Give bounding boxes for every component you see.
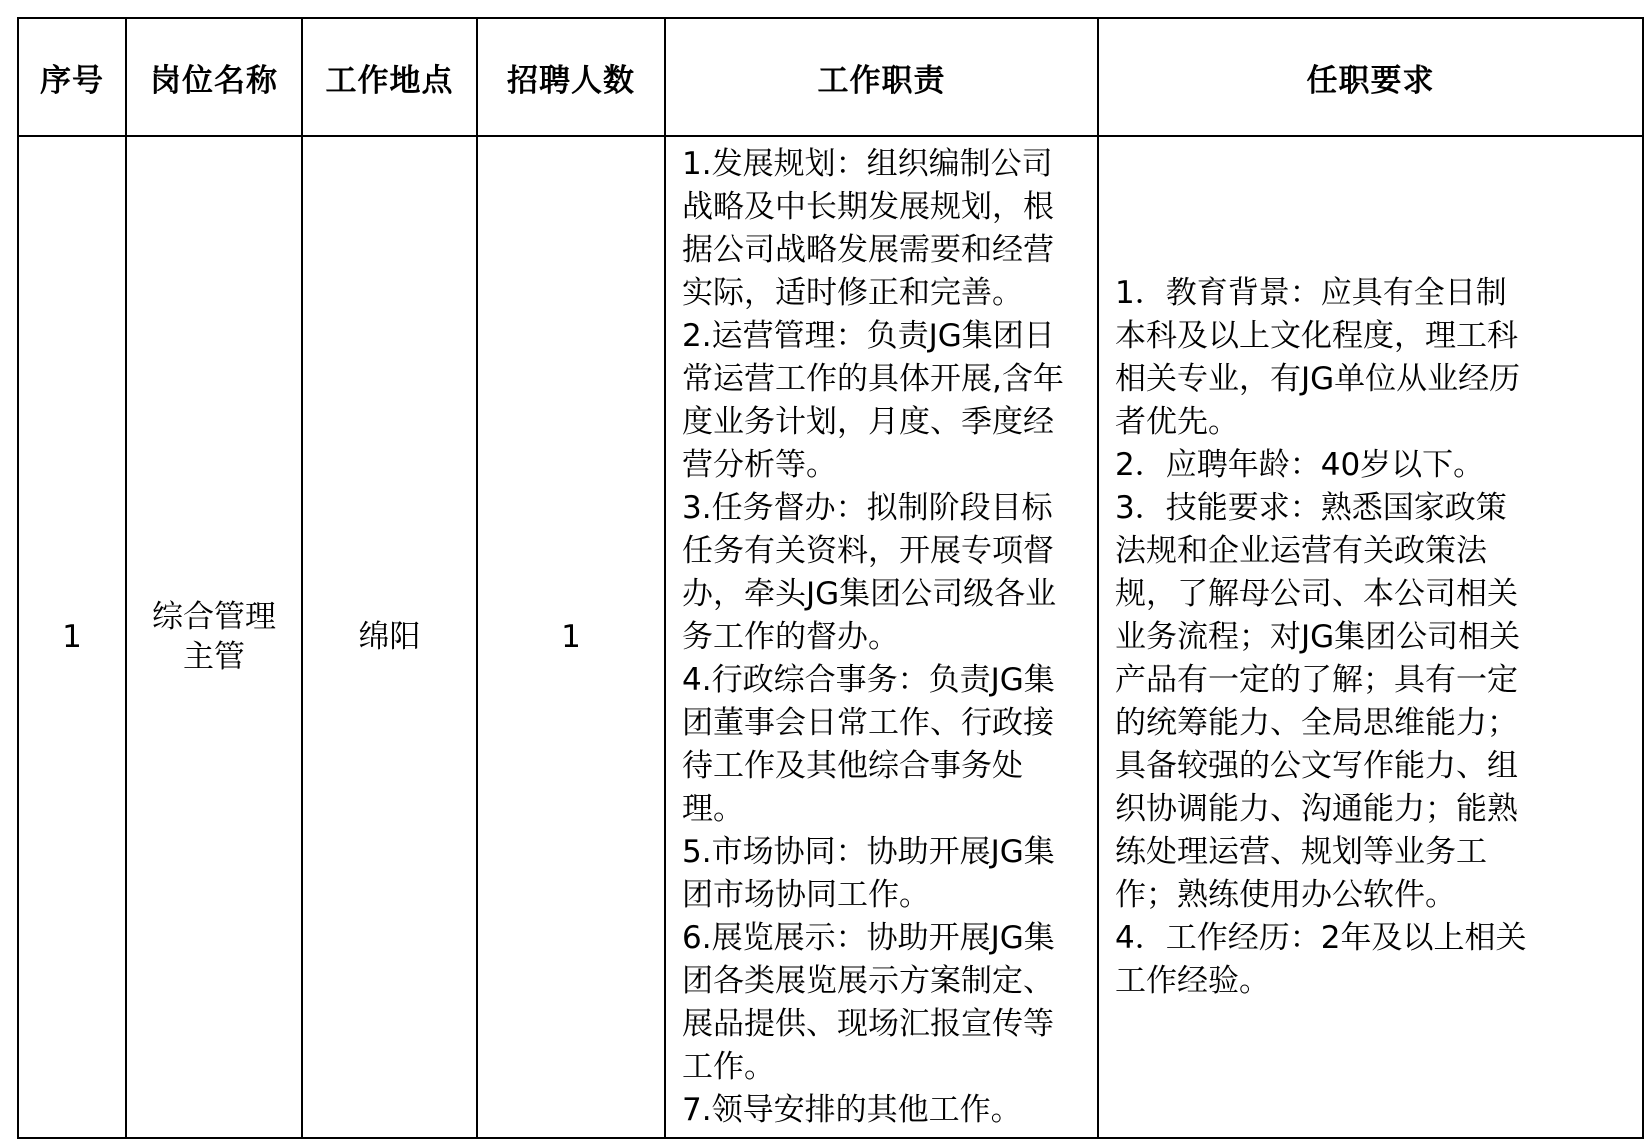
requirement-line: 具备较强的公文写作能力、组 [1115,747,1518,784]
header-requirements: 任职要求 [1098,18,1643,136]
cell-requirements [1098,136,1643,1138]
header-location: 工作地点 [302,18,477,136]
duty-line: 办，牵头JG集团公司级各业 [682,575,1057,612]
requirement-line: 4．工作经历：2年及以上相关 [1115,919,1527,956]
duty-line: 5.市场协同：协助开展JG集 [682,833,1055,870]
requirement-line: 练处理运营、规划等业务工 [1115,833,1487,870]
cell-location: 绵阳 [302,136,477,1138]
requirement-line: 产品有一定的了解；具有一定 [1115,661,1518,698]
requirement-line: 织协调能力、沟通能力；能熟 [1115,790,1518,827]
requirement-line: 业务流程；对JG集团公司相关 [1115,618,1521,655]
duty-line: 务工作的督办。 [682,618,899,655]
duty-line: 4.行政综合事务：负责JG集 [682,661,1055,698]
duty-line: 展品提供、现场汇报宣传等 [682,1005,1054,1042]
cell-headcount: 1 [477,136,665,1138]
requirement-line: 法规和企业运营有关政策法 [1115,532,1487,569]
duty-line: 工作。 [682,1048,775,1085]
requirement-line: 的统筹能力、全局思维能力； [1115,704,1518,741]
header-row [18,18,1643,136]
requirement-line: 1．教育背景：应具有全日制 [1115,274,1507,311]
duty-line: 战略及中长期发展规划，根 [682,188,1054,225]
cell-position [126,136,302,1138]
requirement-line: 相关专业，有JG单位从业经历 [1115,360,1521,397]
header-duties: 工作职责 [665,18,1098,136]
requirement-line: 2．应聘年龄：40岁以下。 [1115,446,1485,483]
header-index: 序号 [18,18,126,136]
duty-line: 任务有关资料，开展专项督 [682,532,1054,569]
duty-line: 理。 [682,790,744,827]
header-position: 岗位名称 [126,18,302,136]
duty-line: 团各类展览展示方案制定、 [682,962,1054,999]
duty-line: 团市场协同工作。 [682,876,930,913]
recruitment-table [17,17,1644,1139]
requirement-line: 3．技能要求：熟悉国家政策 [1115,489,1507,526]
duty-line: 3.任务督办：拟制阶段目标 [682,489,1053,526]
requirement-line: 作；熟练使用办公软件。 [1115,876,1456,913]
requirement-line: 规，了解母公司、本公司相关 [1115,575,1518,612]
duty-line: 营分析等。 [682,446,837,483]
duty-line: 待工作及其他综合事务处 [682,747,1023,784]
duty-line: 6.展览展示：协助开展JG集 [682,919,1055,956]
duty-line: 据公司战略发展需要和经营 [682,231,1054,268]
duty-line: 度业务计划，月度、季度经 [682,403,1054,440]
position-line: 主管 [183,639,245,675]
requirement-line: 本科及以上文化程度，理工科 [1115,317,1518,354]
table-row [18,136,1643,1138]
cell-index: 1 [18,136,126,1138]
duty-line: 团董事会日常工作、行政接 [682,704,1054,741]
requirement-line: 者优先。 [1115,403,1239,440]
position-line: 综合管理 [152,599,276,635]
requirement-line: 工作经验。 [1115,962,1270,999]
duty-line: 1.发展规划：组织编制公司 [682,145,1053,182]
header-headcount: 招聘人数 [477,18,665,136]
duty-line: 实际，适时修正和完善。 [682,274,1023,311]
duty-line: 7.领导安排的其他工作。 [682,1091,1022,1128]
cell-duties [665,136,1098,1138]
duty-line: 常运营工作的具体开展,含年 [682,360,1064,397]
duty-line: 2.运营管理：负责JG集团日 [682,317,1055,354]
